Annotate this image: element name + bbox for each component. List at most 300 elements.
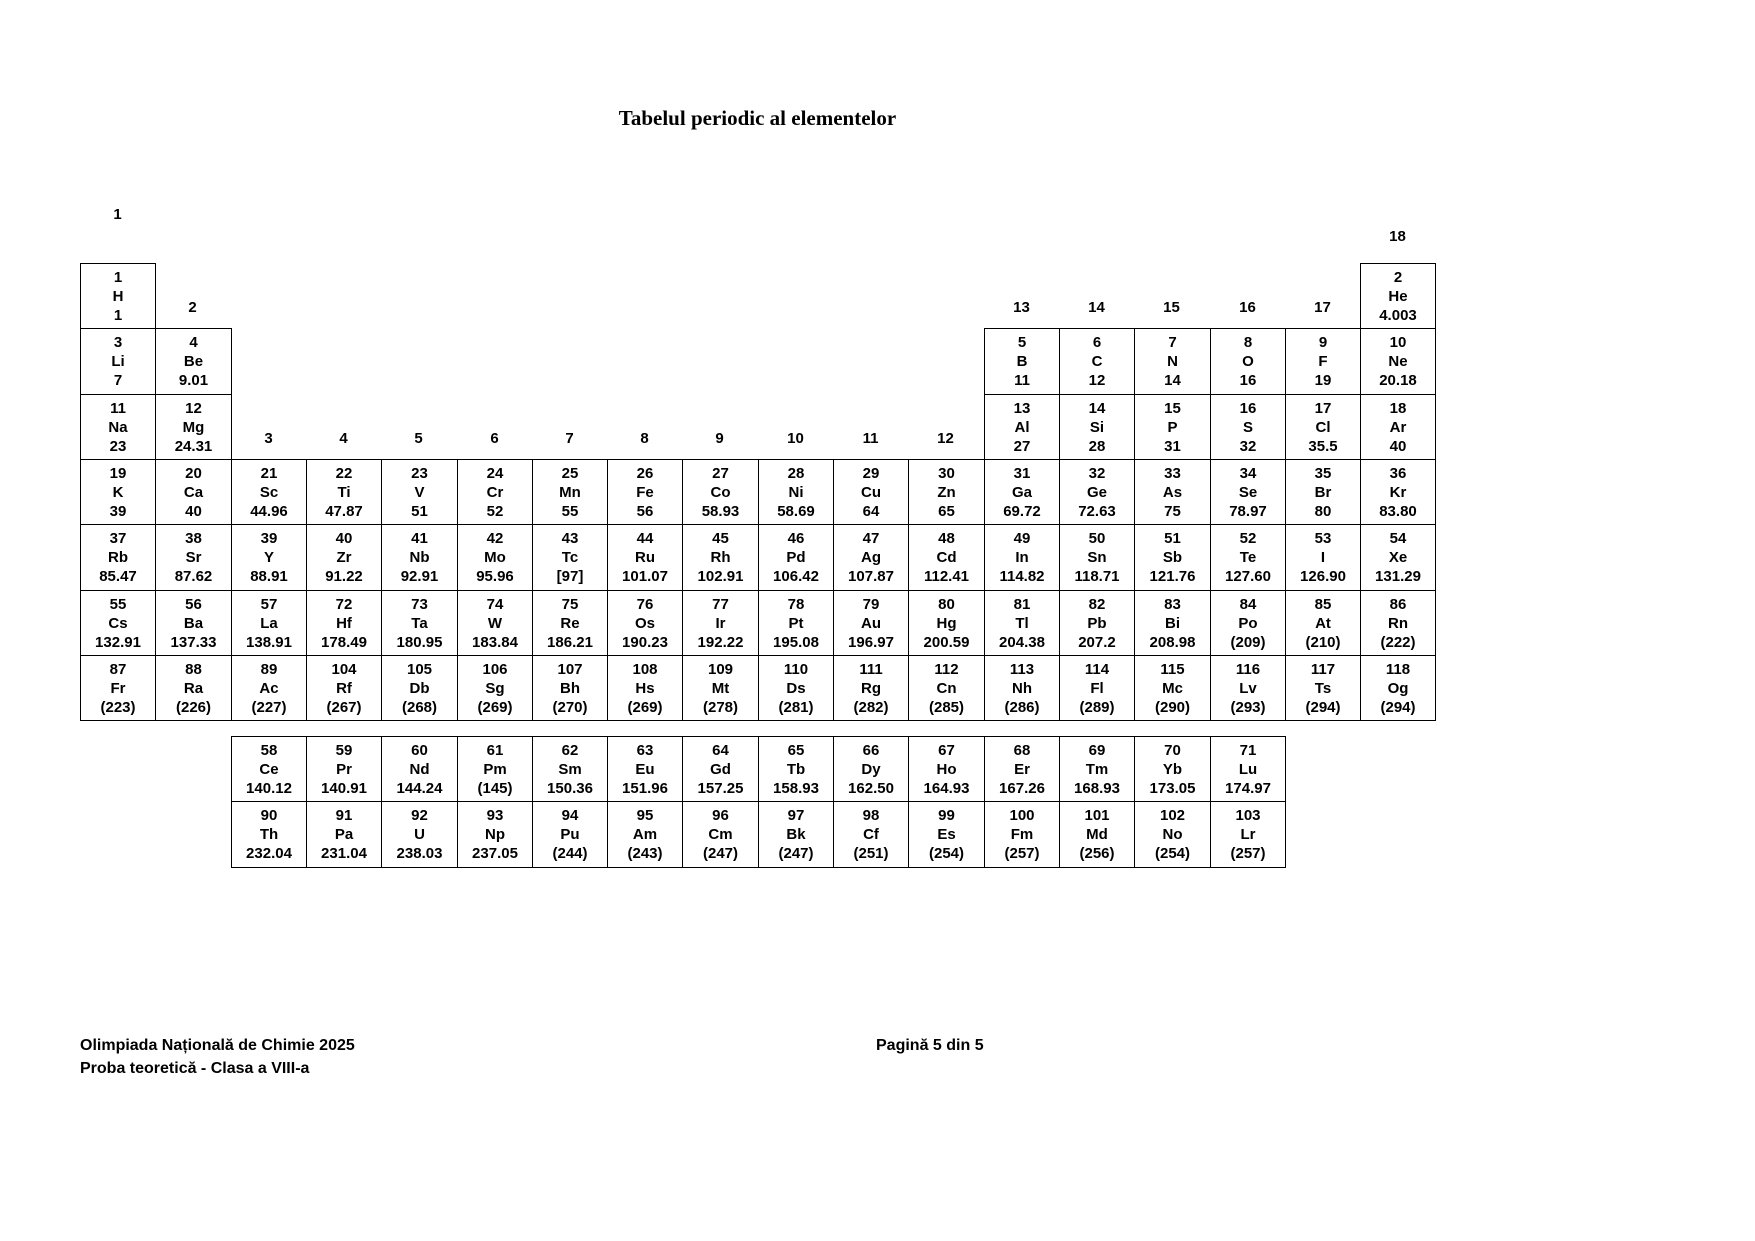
- footer-olympiad-line: Olimpiada Națională de Chimie 2025: [80, 1037, 355, 1054]
- atomic-number: 65: [787, 741, 805, 759]
- element-cell-Br: [1285, 459, 1361, 525]
- atomic-number: 112: [934, 660, 959, 678]
- atomic-number: 48: [938, 530, 955, 547]
- element-symbol: Bi: [1165, 614, 1180, 632]
- atomic-number: 95: [636, 807, 654, 824]
- element-symbol: Cn: [936, 679, 957, 697]
- atomic-number: 46: [787, 530, 805, 547]
- element-cell-Sm: [532, 736, 608, 802]
- atomic-mass: 85.47: [99, 568, 137, 585]
- element-cell-S: [1210, 394, 1286, 460]
- element-symbol: Dy: [861, 760, 881, 778]
- element-cell-Zn: [908, 459, 985, 525]
- atomic-mass: 186.21: [547, 633, 593, 651]
- element-symbol: Ir: [715, 614, 726, 632]
- element-symbol: Bh: [560, 679, 580, 697]
- element-cell-Bk: [758, 801, 834, 868]
- element-symbol: As: [1162, 483, 1183, 501]
- atomic-mass: 118.71: [1074, 568, 1120, 585]
- atomic-mass: 75: [1164, 502, 1181, 520]
- element-cell-Cf: [833, 801, 909, 868]
- atomic-mass: 72.63: [1078, 502, 1116, 520]
- atomic-mass: 16: [1239, 372, 1257, 389]
- element-symbol: Pu: [560, 826, 580, 843]
- atomic-number: 106: [482, 660, 508, 678]
- atomic-mass: 208.98: [1149, 633, 1196, 651]
- element-cell-Ga: [984, 459, 1060, 525]
- atomic-mass: 20.18: [1379, 372, 1417, 389]
- element-cell-Na: [80, 394, 156, 460]
- atomic-mass: 12: [1088, 372, 1106, 389]
- atomic-number: 49: [1013, 530, 1031, 547]
- atomic-number: 89: [260, 660, 278, 678]
- element-cell-Ru: [607, 524, 683, 591]
- element-cell-B: [984, 328, 1060, 395]
- atomic-number: 35: [1314, 464, 1332, 482]
- element-symbol: Nd: [409, 760, 430, 778]
- element-cell-In: [984, 524, 1060, 591]
- element-symbol: Rf: [336, 679, 352, 697]
- element-cell-Pr: [306, 736, 382, 802]
- atomic-number: 57: [260, 595, 278, 613]
- element-cell-Te: [1210, 524, 1286, 591]
- element-symbol: Ce: [259, 760, 279, 778]
- atomic-mass: 95.96: [476, 568, 514, 585]
- element-cell-Pa: [306, 801, 382, 868]
- atomic-mass: (257): [1004, 845, 1040, 862]
- element-symbol: Co: [710, 483, 731, 501]
- atomic-mass: 78.97: [1229, 502, 1267, 520]
- element-cell-Np: [457, 801, 533, 868]
- atomic-number: 51: [1164, 530, 1181, 547]
- atomic-number: 37: [109, 530, 127, 547]
- atomic-mass: 101.07: [622, 568, 668, 585]
- element-symbol: Pa: [334, 826, 354, 843]
- atomic-number: 62: [561, 741, 579, 759]
- element-symbol: U: [414, 826, 425, 843]
- atomic-number: 97: [787, 807, 805, 824]
- element-symbol: Cd: [936, 549, 957, 566]
- element-symbol: Kr: [1389, 483, 1407, 501]
- atomic-mass: 69.72: [1003, 502, 1041, 520]
- group-label-12: 12: [937, 430, 954, 447]
- element-symbol: Re: [560, 614, 580, 632]
- element-symbol: Li: [111, 353, 125, 370]
- element-cell-Ts: [1285, 655, 1361, 721]
- atomic-number: 43: [561, 530, 579, 547]
- atomic-number: 23: [411, 464, 428, 482]
- element-symbol: Rg: [861, 679, 881, 697]
- atomic-number: 53: [1314, 530, 1332, 547]
- element-symbol: No: [1162, 826, 1183, 843]
- atomic-mass: 11: [1014, 372, 1030, 389]
- element-cell-Es: [908, 801, 985, 868]
- element-symbol: Am: [632, 826, 658, 843]
- element-cell-He: [1360, 263, 1436, 329]
- element-cell-Lu: [1210, 736, 1286, 802]
- atomic-mass: 44.96: [250, 502, 288, 520]
- atomic-mass: 1: [113, 306, 123, 324]
- atomic-mass: 231.04: [321, 845, 367, 862]
- element-cell-V: [381, 459, 458, 525]
- element-symbol: W: [487, 614, 503, 632]
- atomic-number: 93: [486, 807, 504, 824]
- element-symbol: Og: [1387, 679, 1409, 697]
- element-cell-Fm: [984, 801, 1060, 868]
- atomic-mass: 140.12: [246, 779, 292, 797]
- element-symbol: Ar: [1389, 418, 1407, 436]
- element-cell-Nd: [381, 736, 458, 802]
- atomic-mass: 180.95: [396, 633, 443, 651]
- atomic-number: 21: [260, 464, 278, 482]
- atomic-mass: 168.93: [1074, 779, 1120, 797]
- element-cell-Cs: [80, 590, 156, 656]
- element-symbol: Eu: [635, 760, 655, 778]
- atomic-mass: 92.91: [400, 568, 439, 585]
- atomic-mass: 35.5: [1308, 437, 1338, 455]
- element-symbol: Tl: [1015, 614, 1029, 632]
- element-symbol: Ba: [183, 614, 204, 632]
- element-cell-Ho: [908, 736, 985, 802]
- element-cell-Mo: [457, 524, 533, 591]
- element-cell-As: [1134, 459, 1211, 525]
- atomic-mass: (247): [702, 845, 739, 862]
- element-cell-Cr: [457, 459, 533, 525]
- element-cell-Cn: [908, 655, 985, 721]
- element-symbol: Fm: [1010, 826, 1034, 843]
- atomic-number: 41: [411, 530, 428, 547]
- atomic-number: 92: [411, 807, 428, 824]
- atomic-mass: (223): [100, 698, 136, 716]
- group-label-9: 9: [715, 430, 724, 447]
- atomic-mass: 87.62: [174, 568, 213, 585]
- atomic-mass: 232.04: [246, 845, 292, 862]
- element-symbol: Ca: [183, 483, 204, 501]
- element-cell-Rg: [833, 655, 909, 721]
- element-cell-Ba: [155, 590, 232, 656]
- element-symbol: Pt: [788, 614, 804, 632]
- atomic-mass: 107.87: [848, 568, 894, 585]
- atomic-mass: 121.76: [1149, 568, 1196, 585]
- atomic-number: 34: [1239, 464, 1257, 482]
- element-symbol: P: [1167, 418, 1178, 436]
- atomic-mass: 64: [862, 502, 880, 520]
- atomic-mass: (293): [1230, 698, 1266, 716]
- element-symbol: Er: [1014, 760, 1030, 778]
- atomic-mass: 192.22: [697, 633, 744, 651]
- element-cell-Fr: [80, 655, 156, 721]
- element-cell-P: [1134, 394, 1211, 460]
- atomic-number: 108: [632, 660, 658, 678]
- atomic-number: 99: [938, 807, 955, 824]
- element-cell-Nb: [381, 524, 458, 591]
- atomic-mass: 39: [109, 502, 127, 520]
- atomic-number: 101: [1084, 807, 1110, 824]
- atomic-number: 6: [1092, 334, 1102, 351]
- atomic-number: 117: [1310, 660, 1336, 678]
- atomic-mass: 195.08: [773, 633, 819, 651]
- element-cell-Pb: [1059, 590, 1135, 656]
- group-label-18: 18: [1389, 228, 1406, 245]
- element-symbol: S: [1242, 418, 1253, 436]
- atomic-mass: 162.50: [848, 779, 894, 797]
- atomic-number: 107: [557, 660, 583, 678]
- atomic-mass: 58.93: [701, 502, 740, 520]
- atomic-mass: 178.49: [321, 633, 367, 651]
- element-symbol: Xe: [1388, 549, 1408, 566]
- element-symbol: Br: [1314, 483, 1332, 501]
- element-cell-N: [1134, 328, 1211, 395]
- element-symbol: Ra: [183, 679, 204, 697]
- element-symbol: Ho: [936, 760, 957, 778]
- element-symbol: Lv: [1239, 679, 1257, 697]
- element-symbol: Os: [634, 614, 655, 632]
- atomic-mass: (269): [477, 698, 513, 716]
- atomic-mass: 65: [938, 502, 955, 520]
- atomic-number: 104: [331, 660, 357, 678]
- element-cell-Xe: [1360, 524, 1436, 591]
- element-symbol: Tm: [1085, 760, 1109, 778]
- atomic-number: 26: [636, 464, 654, 482]
- element-cell-Ac: [231, 655, 307, 721]
- element-cell-Mt: [682, 655, 759, 721]
- atomic-mass: 207.2: [1078, 633, 1116, 651]
- element-symbol: Po: [1238, 614, 1258, 632]
- atomic-number: 78: [787, 595, 805, 613]
- group-label-15: 15: [1163, 299, 1180, 316]
- element-cell-Hs: [607, 655, 683, 721]
- element-symbol: Ru: [635, 549, 655, 566]
- atomic-number: 77: [712, 595, 729, 613]
- atomic-number: 56: [185, 595, 202, 613]
- element-cell-Cu: [833, 459, 909, 525]
- element-cell-Md: [1059, 801, 1135, 868]
- element-symbol: Na: [108, 418, 128, 436]
- atomic-number: 86: [1389, 595, 1407, 613]
- element-symbol: Zr: [336, 549, 352, 566]
- atomic-mass: (244): [552, 845, 588, 862]
- atomic-number: 9: [1318, 334, 1328, 351]
- element-cell-Og: [1360, 655, 1436, 721]
- element-cell-Er: [984, 736, 1060, 802]
- atomic-number: 96: [712, 807, 729, 824]
- element-symbol: Pb: [1087, 614, 1107, 632]
- atomic-number: 85: [1314, 595, 1332, 613]
- atomic-mass: 40: [185, 502, 202, 520]
- element-symbol: Ti: [337, 483, 351, 501]
- element-cell-At: [1285, 590, 1361, 656]
- element-cell-Al: [984, 394, 1060, 460]
- element-cell-Ds: [758, 655, 834, 721]
- element-cell-Pd: [758, 524, 834, 591]
- element-symbol: Cr: [486, 483, 504, 501]
- element-symbol: Tb: [786, 760, 806, 778]
- atomic-number: 98: [862, 807, 880, 824]
- element-cell-Lv: [1210, 655, 1286, 721]
- atomic-number: 75: [561, 595, 579, 613]
- element-symbol: Pd: [786, 549, 806, 566]
- atomic-number: 30: [938, 464, 955, 482]
- element-cell-Ra: [155, 655, 232, 721]
- element-cell-Po: [1210, 590, 1286, 656]
- element-symbol: Sb: [1162, 549, 1183, 566]
- element-symbol: Sm: [558, 760, 582, 778]
- atomic-number: 110: [783, 660, 809, 678]
- atomic-number: 64: [712, 741, 729, 759]
- element-symbol: Fe: [636, 483, 654, 501]
- atomic-mass: (294): [1305, 698, 1341, 716]
- element-symbol: Ge: [1086, 483, 1107, 501]
- element-symbol: O: [1242, 353, 1254, 370]
- element-symbol: Cl: [1315, 418, 1331, 436]
- element-cell-Ar: [1360, 394, 1436, 460]
- element-symbol: Db: [409, 679, 430, 697]
- atomic-mass: 9.01: [178, 372, 209, 389]
- element-cell-Th: [231, 801, 307, 868]
- element-cell-Ge: [1059, 459, 1135, 525]
- element-cell-Kr: [1360, 459, 1436, 525]
- element-symbol: Bk: [786, 826, 806, 843]
- atomic-number: 60: [411, 741, 428, 759]
- element-symbol: La: [260, 614, 278, 632]
- element-cell-O: [1210, 328, 1286, 395]
- atomic-mass: (256): [1079, 845, 1115, 862]
- element-symbol: Mt: [711, 679, 730, 697]
- element-symbol: Mn: [559, 483, 581, 501]
- atomic-number: 109: [707, 660, 734, 678]
- atomic-mass: 127.60: [1225, 568, 1271, 585]
- element-cell-Tl: [984, 590, 1060, 656]
- element-cell-Pm: [457, 736, 533, 802]
- element-cell-Ce: [231, 736, 307, 802]
- atomic-number: 32: [1088, 464, 1106, 482]
- element-symbol: Al: [1014, 418, 1030, 436]
- element-symbol: Nh: [1012, 679, 1032, 697]
- atomic-number: 19: [109, 464, 127, 482]
- element-symbol: Ts: [1314, 679, 1332, 697]
- atomic-number: 58: [260, 741, 278, 759]
- element-cell-Ni: [758, 459, 834, 525]
- atomic-mass: 200.59: [923, 633, 970, 651]
- atomic-mass: 174.97: [1225, 779, 1271, 797]
- atomic-number: 100: [1009, 807, 1035, 824]
- element-symbol: B: [1016, 353, 1028, 370]
- atomic-number: 44: [636, 530, 654, 547]
- element-symbol: In: [1015, 549, 1029, 566]
- atomic-mass: (281): [778, 698, 814, 716]
- atomic-number: 40: [335, 530, 353, 547]
- atomic-mass: (254): [928, 845, 965, 862]
- element-cell-Mg: [155, 394, 232, 460]
- element-symbol: K: [112, 483, 124, 501]
- atomic-number: 72: [335, 595, 353, 613]
- element-cell-No: [1134, 801, 1211, 868]
- element-symbol: Hs: [635, 679, 655, 697]
- atomic-number: 81: [1013, 595, 1031, 613]
- footer-page-number: Pagină 5 din 5: [876, 1037, 984, 1054]
- atomic-mass: (257): [1230, 845, 1266, 862]
- atomic-number: 90: [260, 807, 278, 824]
- atomic-mass: 28: [1088, 437, 1106, 455]
- element-cell-Li: [80, 328, 156, 395]
- atomic-mass: 55: [561, 502, 579, 520]
- atomic-mass: 183.84: [472, 633, 518, 651]
- element-cell-Rn: [1360, 590, 1436, 656]
- atomic-mass: 80: [1314, 502, 1332, 520]
- element-symbol: C: [1091, 353, 1103, 370]
- element-symbol: Mo: [484, 549, 506, 566]
- page-title: Tabelul periodic al elementelor: [618, 106, 897, 130]
- atomic-mass: 31: [1164, 437, 1181, 455]
- atomic-mass: 196.97: [848, 633, 894, 651]
- element-symbol: Ni: [788, 483, 804, 501]
- element-symbol: Mc: [1162, 679, 1183, 697]
- atomic-mass: (285): [928, 698, 965, 716]
- element-cell-Tc: [532, 524, 608, 591]
- atomic-mass: 14: [1164, 372, 1181, 389]
- element-symbol: Ga: [1011, 483, 1032, 501]
- atomic-number: 15: [1164, 399, 1181, 417]
- atomic-number: 27: [712, 464, 729, 482]
- element-symbol: Hg: [936, 614, 957, 632]
- atomic-number: 105: [406, 660, 433, 678]
- element-cell-Ca: [155, 459, 232, 525]
- atomic-number: 111: [859, 660, 883, 678]
- element-cell-Sr: [155, 524, 232, 591]
- atomic-number: 73: [411, 595, 428, 613]
- atomic-mass: 52: [486, 502, 504, 520]
- element-cell-Fl: [1059, 655, 1135, 721]
- element-cell-Mc: [1134, 655, 1211, 721]
- atomic-number: 113: [1009, 660, 1035, 678]
- element-symbol: H: [112, 287, 124, 305]
- element-cell-Cm: [682, 801, 759, 868]
- atomic-mass: (267): [326, 698, 362, 716]
- group-label-17: 17: [1314, 299, 1331, 316]
- atomic-mass: 114.82: [999, 568, 1045, 585]
- element-symbol: Sr: [185, 549, 202, 566]
- element-symbol: Ag: [861, 549, 881, 566]
- element-cell-Pu: [532, 801, 608, 868]
- atomic-mass: 51: [411, 502, 428, 520]
- atomic-mass: 140.91: [321, 779, 367, 797]
- atomic-mass: 151.96: [622, 779, 668, 797]
- atomic-mass: (210): [1305, 633, 1341, 651]
- group-label-13: 13: [1013, 299, 1030, 316]
- group-label-11: 11: [862, 430, 879, 447]
- element-cell-Be: [155, 328, 232, 395]
- element-cell-Cd: [908, 524, 985, 591]
- atomic-number: 29: [862, 464, 880, 482]
- element-cell-Co: [682, 459, 759, 525]
- atomic-mass: 47.87: [325, 502, 363, 520]
- atomic-number: 20: [185, 464, 202, 482]
- atomic-number: 25: [561, 464, 579, 482]
- element-symbol: Hf: [336, 614, 352, 632]
- atomic-number: 91: [335, 807, 353, 824]
- atomic-mass: (209): [1230, 633, 1266, 651]
- atomic-mass: 91.22: [325, 568, 363, 585]
- atomic-mass: 173.05: [1149, 779, 1196, 797]
- atomic-number: 114: [1084, 660, 1110, 678]
- atomic-mass: 4.003: [1379, 306, 1417, 324]
- atomic-mass: (268): [401, 698, 438, 716]
- element-cell-Si: [1059, 394, 1135, 460]
- element-cell-Tm: [1059, 736, 1135, 802]
- atomic-mass: 102.91: [697, 568, 744, 585]
- atomic-mass: 40: [1389, 437, 1407, 455]
- atomic-number: 1: [113, 268, 123, 286]
